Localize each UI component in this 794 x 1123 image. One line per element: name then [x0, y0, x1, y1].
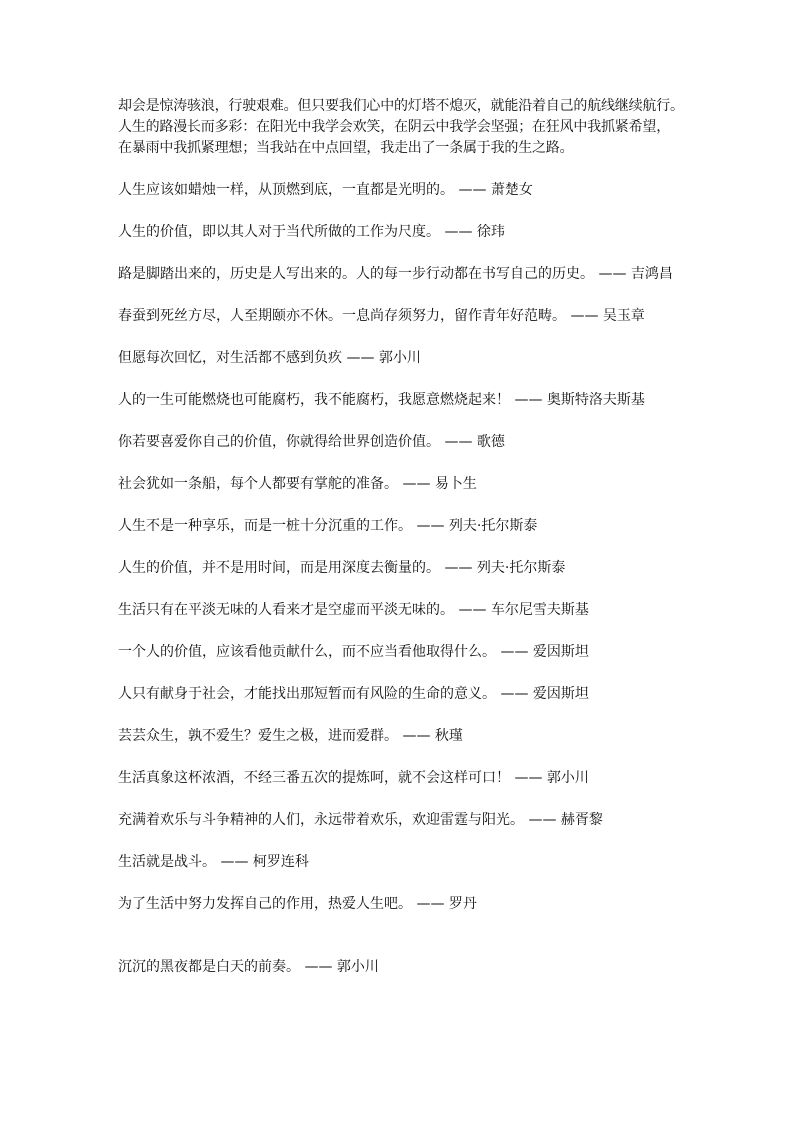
- intro-line: 却会是惊涛骇浪，行驶艰难。但只要我们心中的灯塔不熄灭，就能沿着自己的航线继续航行。: [118, 98, 684, 114]
- intro-line: 在暴雨中我抓紧理想；当我站在中点回望，我走出了一条属于我的生之路。: [118, 140, 574, 156]
- quote-paragraph: 一个人的价值，应该看他贡献什么，而不应当看他取得什么。 —— 爱因斯坦: [118, 644, 589, 660]
- intro-line: 人生的路漫长而多彩：在阳光中我学会欢笑，在阴云中我学会坚强；在狂风中我抓紧希望，: [118, 119, 670, 135]
- quote-paragraph: 芸芸众生，孰不爱生？爱生之极，进而爱群。 —— 秋瑾: [118, 728, 463, 744]
- quote-paragraph: 沉沉的黑夜都是白天的前奏。 —— 郭小川: [118, 959, 379, 975]
- quote-paragraph: 你若要喜爱你自己的价值，你就得给世界创造价值。 —— 歌德: [118, 434, 505, 450]
- quote-paragraph: 人生的价值，并不是用时间，而是用深度去衡量的。 —— 列夫·托尔斯泰: [118, 560, 566, 576]
- quote-paragraph: 但愿每次回忆，对生活都不感到负疚 —— 郭小川: [118, 350, 421, 366]
- quote-paragraph: 生活只有在平淡无味的人看来才是空虚而平淡无味的。 —— 车尔尼雪夫斯基: [118, 602, 589, 618]
- quote-paragraph: 人只有献身于社会，才能找出那短暂而有风险的生命的意义。 —— 爱因斯坦: [118, 686, 589, 702]
- quote-paragraph: 春蚕到死丝方尽，人至期颐亦不休。一息尚存须努力，留作青年好范畴。 —— 吴玉章: [118, 308, 645, 324]
- quote-paragraph: 路是脚踏出来的，历史是人写出来的。人的每一步行动都在书写自己的历史。 —— 吉鸿昌: [118, 266, 673, 282]
- quote-paragraph: 为了生活中努力发挥自己的作用，热爱人生吧。 —— 罗丹: [118, 896, 477, 912]
- quote-paragraph: 生活就是战斗。 —— 柯罗连科: [118, 854, 309, 870]
- quote-paragraph: 生活真象这杯浓酒，不经三番五次的提炼呵，就不会这样可口！ —— 郭小川: [118, 770, 589, 786]
- quote-paragraph: 人的一生可能燃烧也可能腐朽，我不能腐朽，我愿意燃烧起来！ —— 奥斯特洛夫斯基: [118, 392, 645, 408]
- intro-paragraph: [118, 96, 684, 159]
- quote-paragraph: 人生的价值，即以其人对于当代所做的工作为尺度。 —— 徐玮: [118, 224, 505, 240]
- quote-paragraph: 人生应该如蜡烛一样，从顶燃到底，一直都是光明的。 —— 萧楚女: [118, 182, 533, 198]
- document-page: [118, 96, 684, 999]
- quote-paragraph: 社会犹如一条船，每个人都要有掌舵的准备。 —— 易卜生: [118, 476, 477, 492]
- quote-paragraph: 人生不是一种享乐，而是一桩十分沉重的工作。 —— 列夫·托尔斯泰: [118, 518, 538, 534]
- quote-paragraph: 充满着欢乐与斗争精神的人们，永远带着欢乐，欢迎雷霆与阳光。 —— 赫胥黎: [118, 812, 603, 828]
